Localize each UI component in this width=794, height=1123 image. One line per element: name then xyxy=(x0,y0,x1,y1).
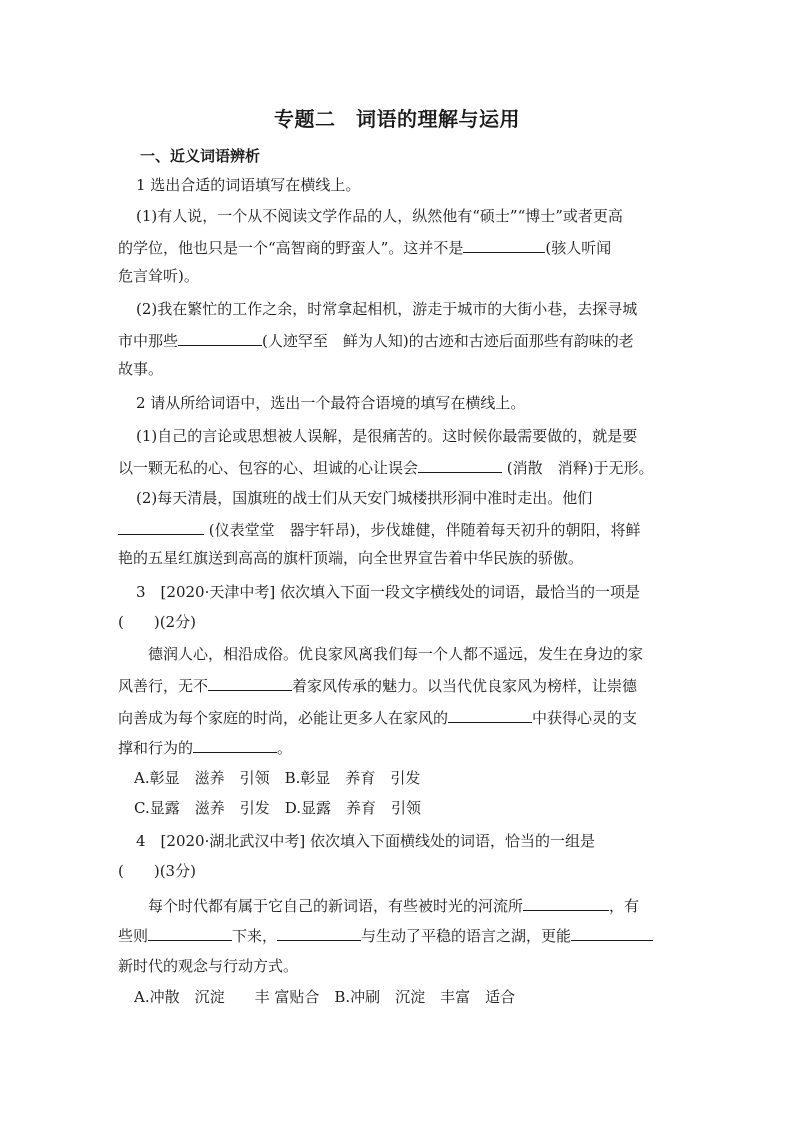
text-span: 市中那些 xyxy=(118,332,179,350)
text-span: (消散 消释)于无形。 xyxy=(502,459,654,477)
text-span: (骇人听闻 xyxy=(545,239,612,257)
q4-text-line3: 新时代的观念与行动方式。 xyxy=(118,957,299,975)
text-span: (仪表堂堂 器宇轩昂)，步伐雄健，伴随着每天初升的朝阳，将鲜 xyxy=(204,521,641,539)
section-heading: 一、近义词语辨析 xyxy=(140,147,261,165)
q2-part2-line1: (2)每天清晨，国旗班的战士们从天安门城楼拱形洞中准时走出。他们 xyxy=(136,489,593,507)
q1-part2-line1: (2)我在繁忙的工作之余，时常拿起相机，游走于城市的大街小巷，去探寻城 xyxy=(136,300,638,318)
question-4-score: ( )(3分) xyxy=(118,862,196,880)
q3-options-ab: A.彰显 滋养 引领 B.彰显 养育 引发 xyxy=(134,769,421,787)
text-span: 中获得心灵的支 xyxy=(532,709,638,727)
text-span: 些则 xyxy=(118,927,149,945)
q2-part2-line3: 艳的五星红旗送到高高的旗杆顶端，向全世界宣告着中华民族的骄傲。 xyxy=(118,549,584,567)
answer-blank[interactable] xyxy=(178,329,262,346)
answer-blank[interactable] xyxy=(208,674,292,691)
q1-part2-line3: 故事。 xyxy=(118,360,164,378)
q4-text-line2 xyxy=(118,924,653,946)
page-title: 专题二 词语的理解与运用 xyxy=(274,107,520,131)
q1-part1-line2 xyxy=(118,236,611,258)
q3-text-line2 xyxy=(118,674,637,696)
text-span: 风善行，无不 xyxy=(118,677,209,695)
question-3-stem: 3 [2020·天津中考] 依次填入下面一段文字横线处的词语，最恰当的一项是 xyxy=(136,583,640,601)
q3-text-line4 xyxy=(118,736,292,758)
text-span: 着家风传承的魅力。以当代优良家风为榜样，让崇德 xyxy=(292,677,638,695)
text-span: 向善成为每个家庭的时尚，必能让更多人在家风的 xyxy=(118,709,449,727)
question-3-score: ( )(2分) xyxy=(118,613,196,631)
q3-text-line3 xyxy=(118,706,637,728)
q3-options-cd: C.显露 滋养 引发 D.显露 养育 引领 xyxy=(134,799,421,817)
text-span: 下来， xyxy=(232,927,278,945)
answer-blank[interactable] xyxy=(448,706,532,723)
answer-blank[interactable] xyxy=(148,924,232,941)
q2-part1-line2 xyxy=(118,456,654,478)
q4-text-line1 xyxy=(148,894,639,916)
text-span: (人迹罕至 鲜为人知)的古迹和古迹后面那些有韵味的老 xyxy=(262,332,634,350)
text-span: 撑和行为的 xyxy=(118,739,194,757)
q1-part2-line2 xyxy=(118,329,634,351)
answer-blank[interactable] xyxy=(418,456,502,473)
text-span: ，有 xyxy=(609,897,640,915)
text-span: 的学位，他也只是一个“高智商的野蛮人”。这并不是 xyxy=(118,239,464,257)
answer-blank[interactable] xyxy=(277,924,361,941)
text-span: 。 xyxy=(277,739,293,757)
answer-blank[interactable] xyxy=(571,924,653,941)
question-4-stem: 4 [2020·湖北武汉中考] 依次填入下面横线处的词语，恰当的一组是 xyxy=(136,832,595,850)
answer-blank[interactable] xyxy=(523,894,609,911)
text-span: 与生动了平稳的语言之湖，更能 xyxy=(361,927,572,945)
question-1-stem: 1 选出合适的词语填写在横线上。 xyxy=(136,176,361,194)
q1-part1-line1: (1)有人说，一个从不阅读文学作品的人，纵然他有“硕士”“博士”或者更高 xyxy=(136,207,623,225)
q1-part1-line3: 危言耸听)。 xyxy=(118,267,199,285)
text-span: 每个时代都有属于它自己的新词语，有些被时光的河流所 xyxy=(148,897,524,915)
answer-blank[interactable] xyxy=(463,236,545,253)
answer-blank[interactable] xyxy=(118,518,204,535)
q2-part1-line1: (1)自己的言论或思想被人误解，是很痛苦的。这时候你最需要做的，就是要 xyxy=(136,427,638,445)
question-2-stem: 2 请从所给词语中，选出一个最符合语境的填写在横线上。 xyxy=(136,394,526,412)
q4-options-ab: A.冲散 沉淀 丰 富贴合 B.冲刷 沉淀 丰富 适合 xyxy=(134,988,516,1006)
answer-blank[interactable] xyxy=(193,736,277,753)
q3-text-line1: 德润人心，相沿成俗。优良家风离我们每一个人都不遥远，发生在身边的家 xyxy=(148,645,644,663)
text-span: 以一颗无私的心、包容的心、坦诚的心让误会 xyxy=(118,459,419,477)
q2-part2-line2 xyxy=(118,518,640,540)
